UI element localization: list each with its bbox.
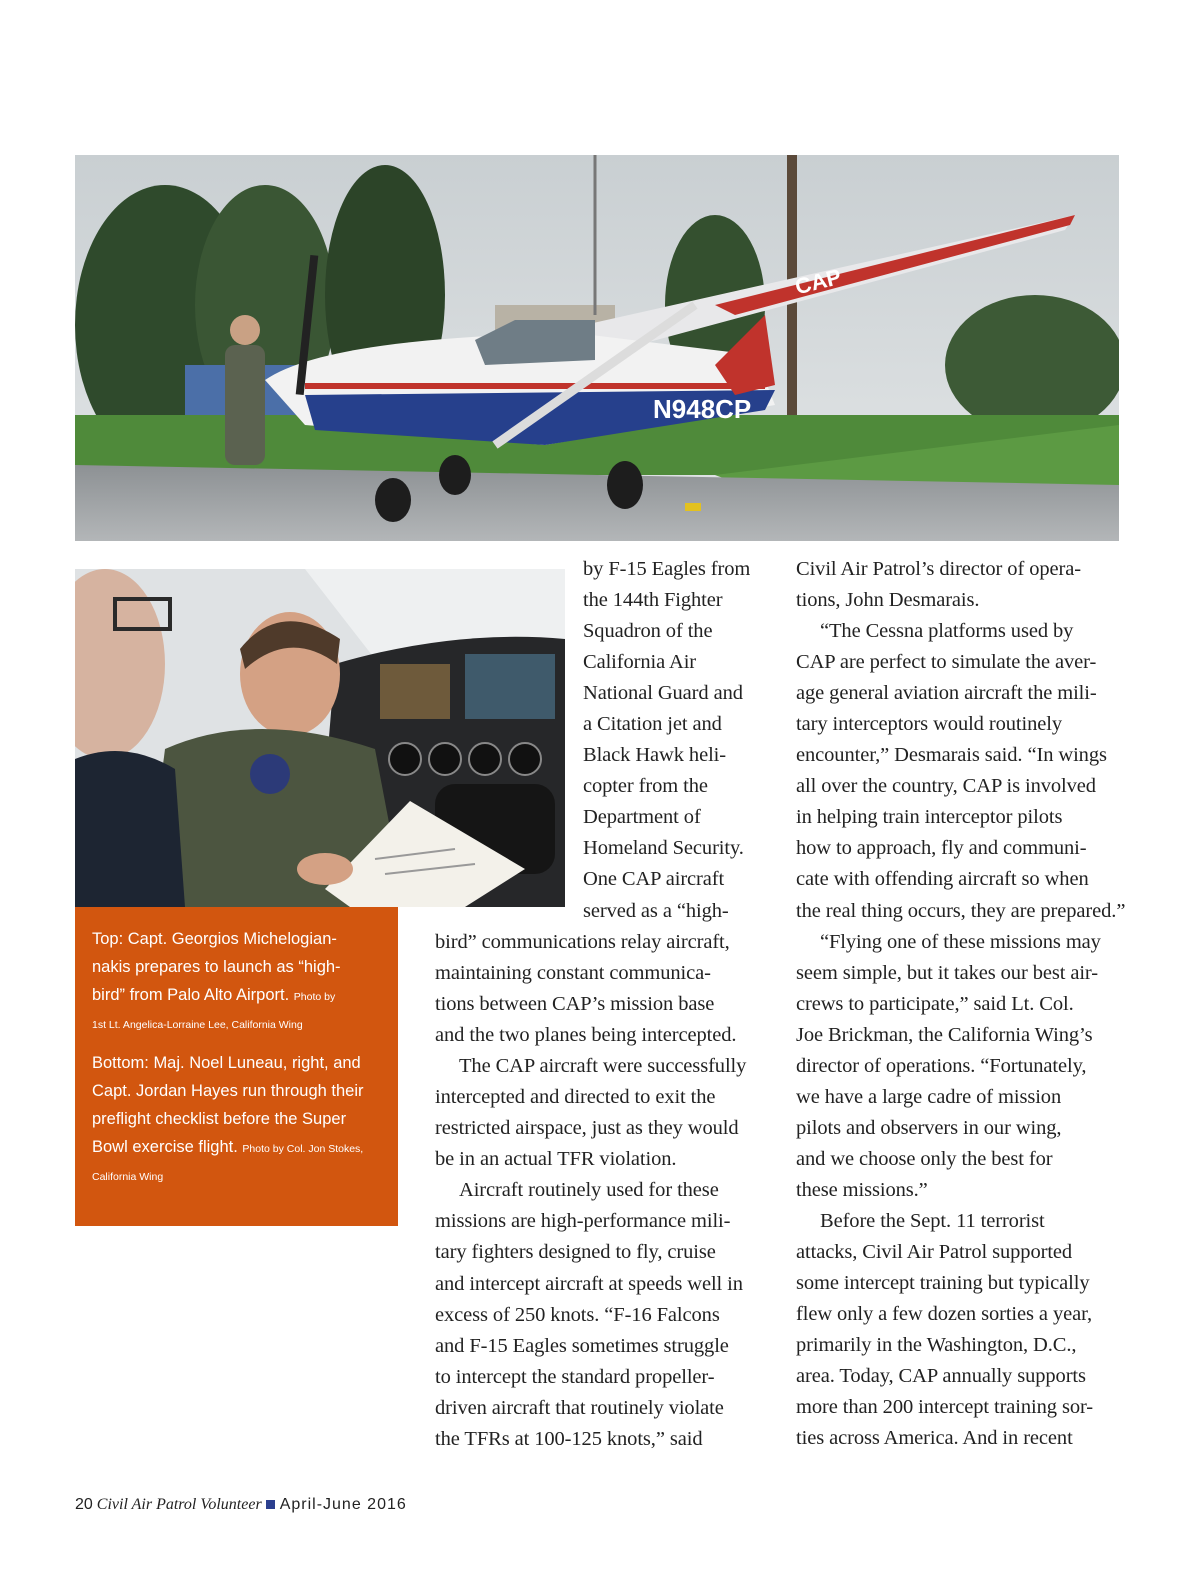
- article-line: the real thing occurs, they are prepared.”: [796, 899, 1126, 922]
- caption-bottom-line: [92, 1133, 384, 1163]
- caption-top-line: [92, 981, 384, 1011]
- article-line: and we choose only the best for: [796, 1147, 1053, 1170]
- article-line: excess of 250 knots. “F-16 Falcons: [435, 1303, 720, 1326]
- article-line: and F-15 Eagles sometimes struggle: [435, 1334, 729, 1357]
- article-line: crews to participate,” said Lt. Col.: [796, 992, 1074, 1015]
- bottom-photo-cockpit: [75, 569, 565, 907]
- page-footer: [75, 1496, 407, 1514]
- article-line: “Flying one of these missions may: [820, 930, 1101, 953]
- caption-top-line-text: bird” from Palo Alto Airport.: [92, 986, 290, 1004]
- article-line: these missions.”: [796, 1178, 928, 1201]
- article-line: primarily in the Washington, D.C.,: [796, 1334, 1077, 1357]
- article-line: how to approach, fly and communi-: [796, 837, 1087, 860]
- article-line: cate with offending aircraft so when: [796, 868, 1089, 891]
- article-line: the TFRs at 100-125 knots,” said: [435, 1427, 703, 1450]
- caption-bottom-credit: Photo by Col. Jon Stokes,: [242, 1143, 364, 1155]
- caption-bottom-credit-line: California Wing: [92, 1171, 164, 1183]
- cockpit-photo-illustration: [75, 569, 565, 907]
- cessna-photo-illustration: [75, 155, 1119, 541]
- article-line: more than 200 intercept training sor-: [796, 1396, 1094, 1419]
- article-line: driven aircraft that routinely violate: [435, 1396, 724, 1419]
- article-line: Civil Air Patrol’s director of opera-: [796, 558, 1081, 580]
- caption-bottom-line: Capt. Jordan Hayes run through their: [92, 1082, 364, 1100]
- footer-separator-square: [266, 1500, 275, 1509]
- article-line: tary interceptors would routinely: [796, 713, 1062, 736]
- caption-top-line: nakis prepares to launch as “high-: [92, 958, 341, 976]
- article-line: CAP are perfect to simulate the aver-: [796, 651, 1097, 674]
- caption-top-credit-line: 1st Lt. Angelica-Lorraine Lee, California Wing: [92, 1019, 303, 1031]
- caption-bottom-line-text: Bowl exercise flight.: [92, 1138, 238, 1156]
- article-line: and intercept aircraft at speeds well in: [435, 1272, 743, 1295]
- article-column-1-top: [583, 554, 763, 927]
- article-line: “The Cessna platforms used by: [820, 620, 1074, 643]
- article-line: the 144th Fighter: [583, 589, 723, 612]
- article-line: restricted airspace, just as they would: [435, 1117, 739, 1140]
- top-photo-cessna: [75, 155, 1119, 541]
- article-line: Department of: [583, 806, 701, 829]
- article-line: in helping train interceptor pilots: [796, 806, 1063, 829]
- article-line: Aircraft routinely used for these: [459, 1179, 719, 1202]
- article-line: maintaining constant communica-: [435, 962, 711, 985]
- article-line: Before the Sept. 11 terrorist: [820, 1209, 1045, 1232]
- article-line: and the two planes being intercepted.: [435, 1024, 737, 1047]
- article-line: we have a large cadre of mission: [796, 1085, 1062, 1108]
- article-line: director of operations. “Fortunately,: [796, 1054, 1087, 1077]
- article-line: bird” communications relay aircraft,: [435, 931, 730, 953]
- article-line: seem simple, but it takes our best air-: [796, 961, 1098, 984]
- article-line: tions, John Desmarais.: [796, 589, 980, 612]
- article-line: flew only a few dozen sorties a year,: [796, 1303, 1093, 1326]
- article-line: served as a “high-: [583, 899, 729, 922]
- article-line: intercepted and directed to exit the: [435, 1086, 716, 1109]
- article-line: a Citation jet and: [583, 713, 722, 736]
- article-line: Joe Brickman, the California Wing’s: [796, 1023, 1093, 1046]
- wing-marking: CAP: [792, 263, 844, 300]
- caption-top: [92, 925, 384, 1039]
- article-column-2: [796, 554, 1126, 1454]
- magazine-title: Civil Air Patrol Volunteer: [96, 1496, 262, 1513]
- caption-bottom: [92, 1049, 384, 1191]
- article-line: copter from the: [583, 775, 708, 798]
- page-number: 20: [75, 1496, 93, 1513]
- article-line: encounter,” Desmarais said. “In wings: [796, 744, 1107, 767]
- photo-caption-box: [75, 907, 398, 1226]
- article-line: missions are high-performance mili-: [435, 1210, 731, 1233]
- article-line: The CAP aircraft were successfully: [459, 1055, 747, 1078]
- caption-top-line: Top: Capt. Georgios Michelogian-: [92, 930, 337, 948]
- caption-bottom-line: preflight checklist before the Super: [92, 1110, 347, 1128]
- article-line: One CAP aircraft: [583, 868, 725, 891]
- article-line: Squadron of the: [583, 620, 713, 643]
- article-line: area. Today, CAP annually supports: [796, 1365, 1086, 1388]
- article-line: some intercept training but typically: [796, 1272, 1090, 1295]
- article-line: Homeland Security.: [583, 837, 744, 860]
- article-line: tary fighters designed to fly, cruise: [435, 1241, 716, 1264]
- article-line: California Air: [583, 651, 697, 674]
- article-line: National Guard and: [583, 682, 743, 705]
- article-line: all over the country, CAP is involved: [796, 775, 1096, 798]
- caption-top-credit: Photo by: [293, 991, 336, 1003]
- article-line: tions between CAP’s mission base: [435, 993, 715, 1016]
- issue-date: April-June 2016: [279, 1496, 407, 1513]
- article-line: be in an actual TFR violation.: [435, 1148, 677, 1171]
- article-column-1-bottom: [435, 927, 765, 1455]
- tail-number: N948CP: [653, 394, 752, 424]
- caption-bottom-line: Bottom: Maj. Noel Luneau, right, and: [92, 1054, 361, 1072]
- article-line: Black Hawk heli-: [583, 744, 726, 767]
- article-line: to intercept the standard propeller-: [435, 1365, 715, 1388]
- article-line: ties across America. And in recent: [796, 1427, 1073, 1450]
- article-line: attacks, Civil Air Patrol supported: [796, 1241, 1073, 1264]
- article-line: pilots and observers in our wing,: [796, 1116, 1062, 1139]
- article-line: by F-15 Eagles from: [583, 558, 751, 580]
- article-line: age general aviation aircraft the mili-: [796, 682, 1097, 705]
